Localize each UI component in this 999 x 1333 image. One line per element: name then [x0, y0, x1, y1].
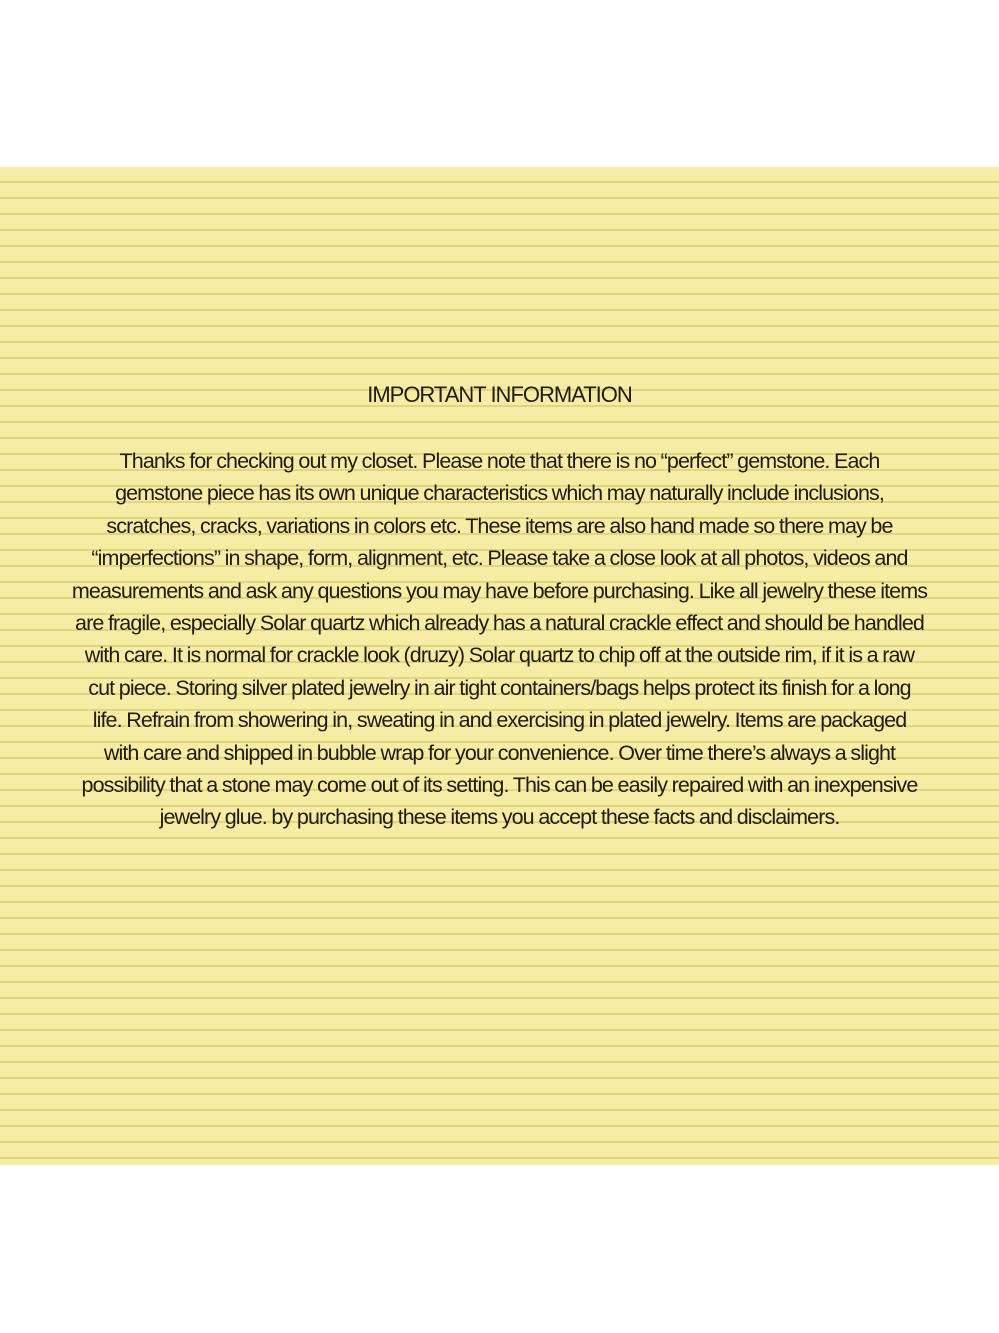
notice-body [22, 445, 977, 834]
notice-line: jewelry glue. by purchasing these items you accept these facts and disclaimers. [159, 805, 840, 830]
notice-heading: IMPORTANT INFORMATION [367, 382, 632, 407]
notice-line: are fragile, especially Solar quartz which already has a natural crackle effect and should be handled [75, 611, 924, 636]
notice-line: possibility that a stone may come out of its setting. This can be easily repaired with an inexpensive [81, 773, 918, 798]
notice-line: life. Refrain from showering in, sweating in and exercising in plated jewelry. Items are packaged [92, 708, 907, 733]
notice-line: with care. It is normal for crackle look (druzy) Solar quartz to chip off at the outside rim, if it is a raw [84, 643, 915, 668]
notice-line: scratches, cracks, variations in colors etc. These items are also hand made so there may be [106, 513, 893, 538]
notice-line: cut piece. Storing silver plated jewelry in air tight containers/bags helps protect its finish for a long [88, 675, 911, 700]
yellow-lined-paper [0, 167, 999, 1165]
notice-line: with care and shipped in bubble wrap for your convenience. Over time there’s always a slight [103, 740, 896, 765]
notice-line: “imperfections” in shape, form, alignment, etc. Please take a close look at all photos, videos and [91, 546, 908, 571]
notice-line: Thanks for checking out my closet. Please note that there is no “perfect” gemstone. Each [119, 449, 880, 473]
notice-line: gemstone piece has its own unique characteristics which may naturally include inclusions, [115, 481, 884, 506]
notice-line: measurements and ask any questions you may have before purchasing. Like all jewelry these items [71, 578, 928, 603]
